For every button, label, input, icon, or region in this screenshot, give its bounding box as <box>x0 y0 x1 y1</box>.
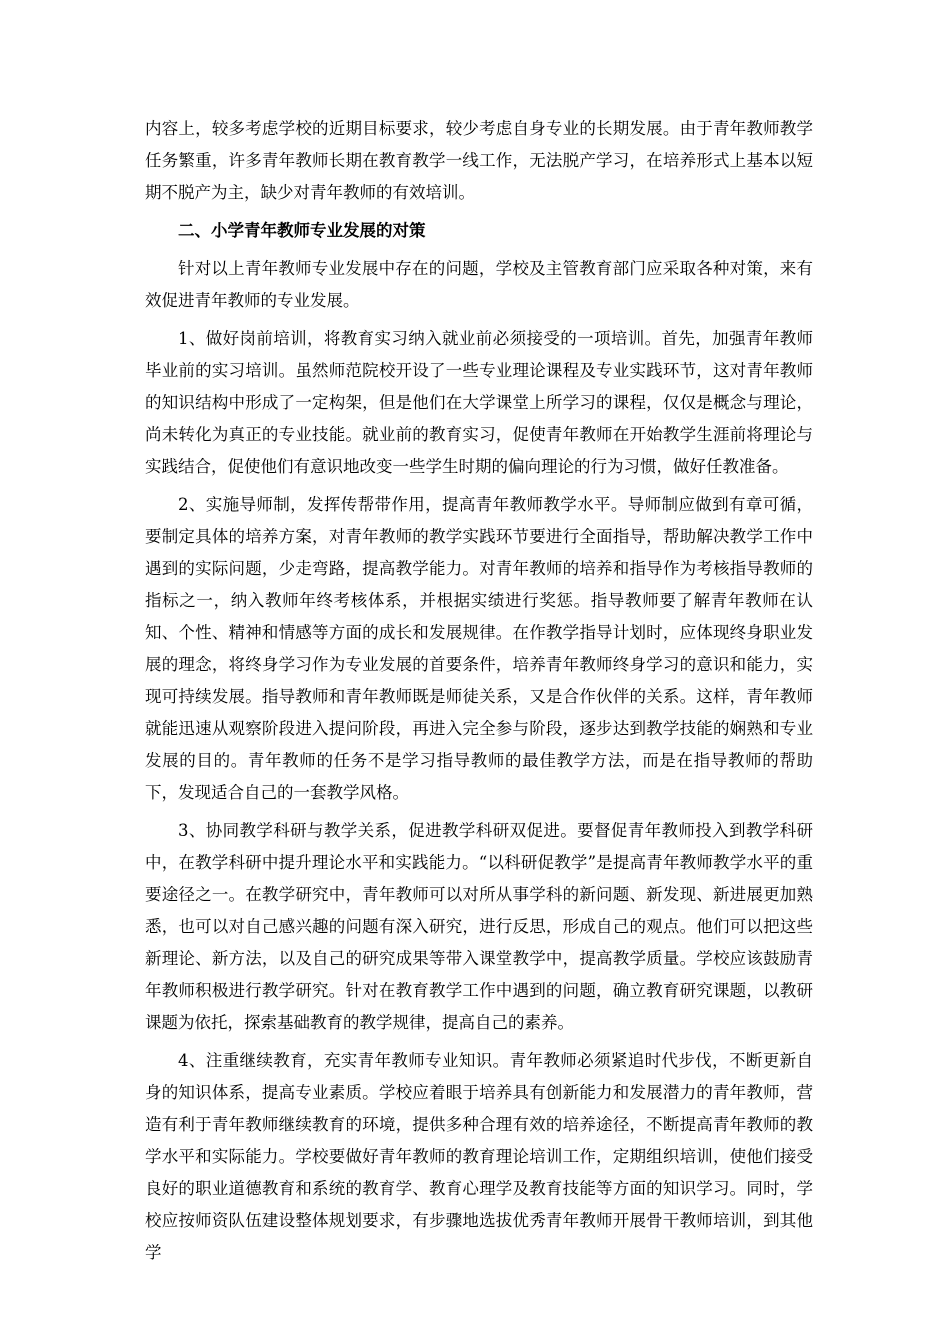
section-heading: 二、小学青年教师专业发展的对策 <box>178 221 426 240</box>
paragraph-item-4: 4、注重继续教育，充实青年教师专业知识。青年教师必须紧追时代步伐，不断更新自身的知识体系，提高专业素质。学校应着眼于培养具有创新能力和发展潜力的青年教师，营造有利于青年教师继续教育的环境，提供多种合理有效的培养途径，不断提高青年教师的教学水平和实际能力。学校要做好青年教师的教育理论培训工作，定期组织培训，使他们接受良好的职业道德教育和系统的教育学、教育心理学及教育技能等方面的知识学习。同时，学校应按师资队伍建设整体规划要求，有步骤地选拔优秀青年教师开展骨干教师培训，到其他学 <box>145 1051 813 1262</box>
paragraph-intro: 针对以上青年教师专业发展中存在的问题，学校及主管教育部门应采取各种对策，来有效促进青年教师的专业发展。 <box>145 259 813 310</box>
document-page <box>145 113 813 1275</box>
paragraph-continuation: 内容上，较多考虑学校的近期目标要求，较少考虑自身专业的长期发展。由于青年教师教学任务繁重，许多青年教师长期在教育教学一线工作，无法脱产学习，在培养形式上基本以短期不脱产为主，缺少对青年教师的有效培训。 <box>145 119 813 202</box>
paragraph-item-3: 3、协同教学科研与教学关系，促进教学科研双促进。要督促青年教师投入到教学科研中，在教学科研中提升理论水平和实践能力。“以科研促教学”是提高青年教师教学水平的重要途径之一。在教学研究中，青年教师可以对所从事学科的新问题、新发现、新进展更加熟悉，也可以对自己感兴趣的问题有深入研究，进行反思，形成自己的观点。他们可以把这些新理论、新方法，以及自己的研究成果等带入课堂教学中，提高教学质量。学校应该鼓励青年教师积极进行教学研究。针对在教育教学工作中遇到的问题，确立教育研究课题，以教研课题为依托，探索基础教育的教学规律，提高自己的素养。 <box>145 821 813 1032</box>
paragraph-item-2: 2、实施导师制，发挥传帮带作用，提高青年教师教学水平。导师制应做到有章可循，要制定具体的培养方案，对青年教师的教学实践环节要进行全面指导，帮助解决教学工作中遇到的实际问题，少走弯路，提高教学能力。对青年教师的培养和指导作为考核指导教师的指标之一，纳入教师年终考核体系，并根据实绩进行奖惩。指导教师要了解青年教师在认知、个性、精神和情感等方面的成长和发展规律。在作教学指导计划时，应体现终身职业发展的理念，将终身学习作为专业发展的首要条件，培养青年教师终身学习的意识和能力，实现可持续发展。指导教师和青年教师既是师徒关系，又是合作伙伴的关系。这样，青年教师就能迅速从观察阶段进入提问阶段，再进入完全参与阶段，逐步达到教学技能的娴熟和专业发展的目的。青年教师的任务不是学习指导教师的最佳教学方法，而是在指导教师的帮助下，发现适合自己的一套教学风格。 <box>145 495 813 802</box>
paragraph-item-1: 1、做好岗前培训，将教育实习纳入就业前必须接受的一项培训。首先，加强青年教师毕业前的实习培训。虽然师范院校开设了一些专业理论课程及专业实践环节，这对青年教师的知识结构中形成了一定构架，但是他们在大学课堂上所学习的课程，仅仅是概念与理论，尚未转化为真正的专业技能。就业前的教育实习，促使青年教师在开始教学生涯前将理论与实践结合，促使他们有意识地改变一些学生时期的偏向理论的行为习惯，做好任教准备。 <box>145 329 813 476</box>
